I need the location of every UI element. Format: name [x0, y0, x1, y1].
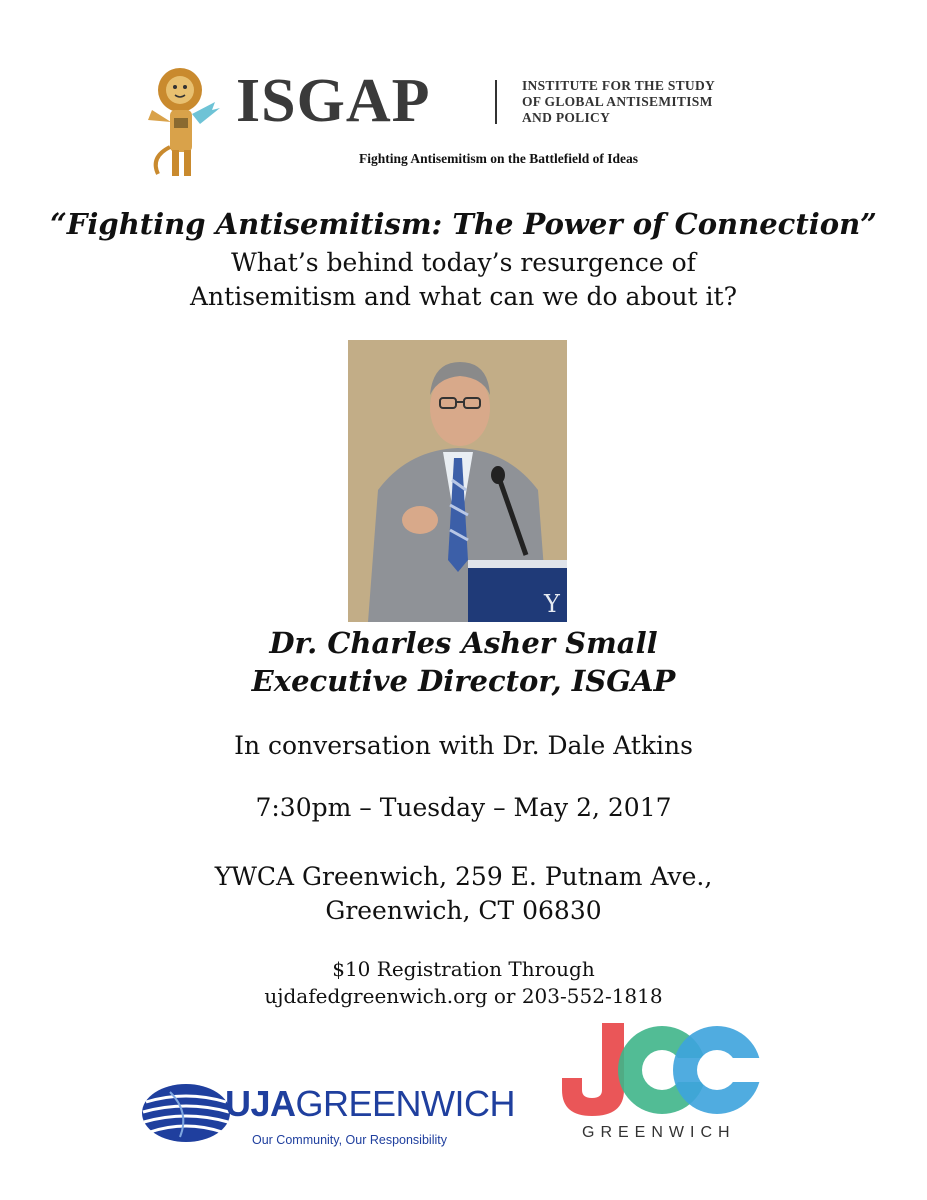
event-datetime: 7:30pm – Tuesday – May 2, 2017 [255, 793, 672, 822]
registration-line-1: $10 Registration Through [332, 957, 595, 981]
jcc-logo [562, 1018, 762, 1118]
venue-line-2: Greenwich, CT 06830 [325, 896, 602, 925]
isgap-tagline: Fighting Antisemitism on the Battlefield of Ideas [359, 151, 638, 166]
uja-tagline: Our Community, Our Responsibility [252, 1133, 447, 1147]
jcc-letters: JCC [562, 1018, 564, 1019]
speaker-photo [348, 340, 567, 622]
institute-line-2: OF GLOBAL ANTISEMITISM [522, 94, 713, 109]
speaker-name: Dr. Charles Asher Small [269, 626, 658, 660]
svg-text:Y: Y [544, 590, 560, 618]
uja-wordmark [225, 1083, 516, 1124]
event-headline: “Fighting Antisemitism: The Power of Connection” [50, 207, 877, 241]
uja-city-word: GREENWICH [295, 1083, 516, 1124]
institute-line-3: AND POLICY [522, 110, 611, 125]
logo-divider [495, 80, 497, 124]
registration-line-2: ujdafedgreenwich.org or 203-552-1818 [264, 984, 663, 1008]
venue-line-1: YWCA Greenwich, 259 E. Putnam Ave., [214, 862, 713, 891]
conversation-line: In conversation with Dr. Dale Atkins [234, 731, 693, 760]
speaker-title: Executive Director, ISGAP [251, 664, 676, 698]
uja-bold-word: UJA [225, 1083, 296, 1124]
isgap-logo-word: ISGAP [236, 67, 431, 135]
institute-name [522, 78, 715, 126]
institute-line-1: INSTITUTE FOR THE STUDY [522, 78, 716, 93]
uja-globe-icon [140, 1082, 232, 1144]
jcc-city-word: GREENWICH [582, 1124, 736, 1141]
event-subtitle-line-2: Antisemitism and what can we do about it? [190, 282, 737, 311]
event-subtitle-line-1: What’s behind today’s resurgence of [231, 248, 696, 277]
